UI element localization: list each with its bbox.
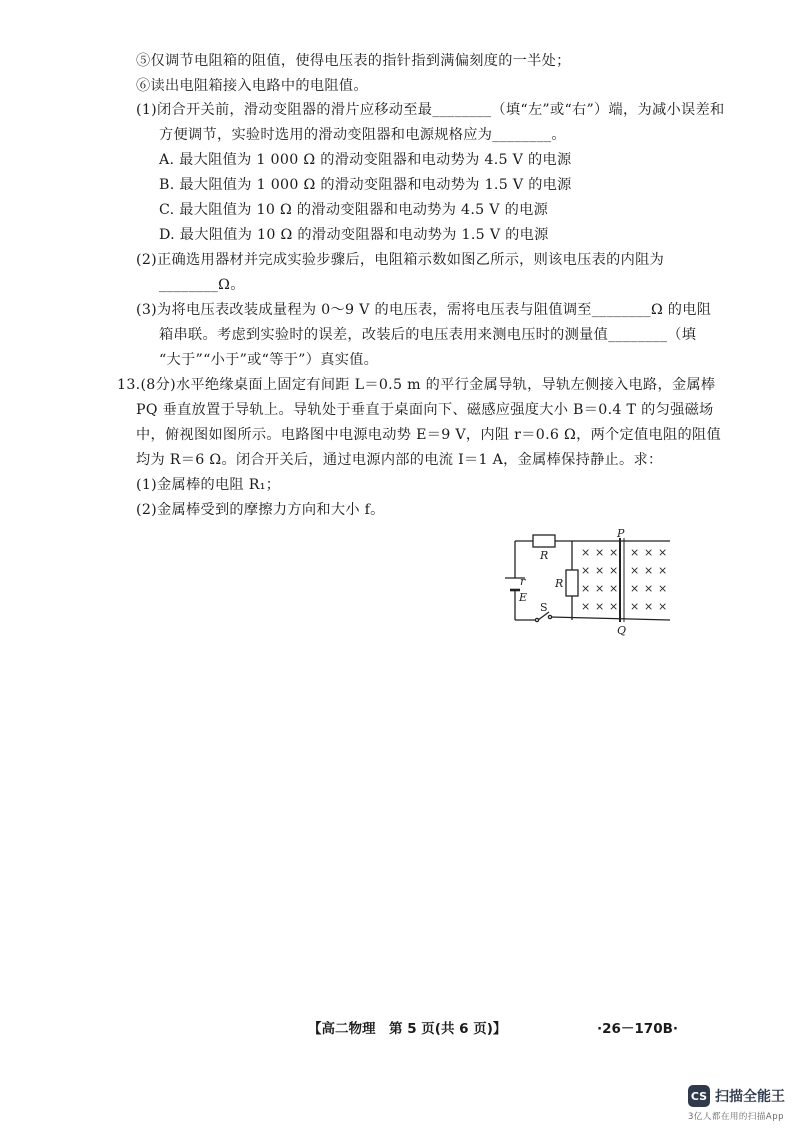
- circuit-diagram: [500, 525, 680, 640]
- field-mark: ×: [581, 600, 591, 613]
- q13-stem-line3: 中，俯视图如图所示。电路图中电源电动势 E＝9 V，内阻 r＝0.6 Ω，两个定值电阻的阻值: [136, 427, 721, 443]
- field-mark: ×: [609, 582, 619, 595]
- scanner-watermark: [688, 1085, 785, 1107]
- field-mark: ×: [630, 546, 640, 559]
- resistor-middle: [566, 570, 578, 596]
- field-mark: ×: [644, 546, 654, 559]
- field-mark: ×: [658, 582, 668, 595]
- field-mark: ×: [630, 582, 640, 595]
- field-mark: ×: [581, 564, 591, 577]
- step-5-text: ⑤仅调节电阻箱的阻值，使得电压表的指针指到满偏刻度的一半处；: [136, 53, 571, 69]
- label-p: P: [617, 527, 625, 540]
- q13-stem-line2: PQ 垂直放置于导轨上。导轨处于垂直于桌面向下、磁感应强度大小 B＝0.4 T 的匀强磁场: [136, 402, 714, 418]
- option-b: B. 最大阻值为 1 000 Ω 的滑动变阻器和电动势为 1.5 V 的电源: [159, 177, 572, 193]
- field-mark: ×: [658, 564, 668, 577]
- scanner-logo-icon: CS: [688, 1085, 710, 1107]
- q12-part1-line2: 方便调节，实验时选用的滑动变阻器和电源规格应为________。: [159, 127, 566, 143]
- label-r-top: R: [540, 549, 549, 562]
- field-mark: ×: [644, 564, 654, 577]
- field-mark: ×: [644, 600, 654, 613]
- scanner-tagline: 3亿人都在用的扫描App: [688, 1112, 785, 1122]
- field-mark: ×: [658, 600, 668, 613]
- field-mark: ×: [658, 546, 668, 559]
- field-mark: ×: [609, 600, 619, 613]
- field-mark: ×: [595, 546, 605, 559]
- label-q: Q: [617, 624, 627, 637]
- label-emf-e: E: [519, 591, 528, 604]
- option-c: C. 最大阻值为 10 Ω 的滑动变阻器和电动势为 4.5 V 的电源: [159, 202, 549, 218]
- page-footer-code: ·26－170B·: [597, 1021, 679, 1037]
- q13-stem-line1: 13.(8分)水平绝缘桌面上固定有间距 L＝0.5 m 的平行金属导轨，导轨左侧接入电路，金属棒: [117, 377, 716, 393]
- label-internal-r: r: [520, 575, 526, 588]
- field-mark: ×: [630, 564, 640, 577]
- page-footer-title: 【高二物理 第 5 页(共 6 页)】: [308, 1021, 507, 1037]
- option-a: A. 最大阻值为 1 000 Ω 的滑动变阻器和电动势为 4.5 V 的电源: [159, 152, 572, 168]
- scanner-name: 扫描全能王: [715, 1089, 785, 1105]
- step-6-text: ⑥读出电阻箱接入电路中的电阻值。: [136, 78, 368, 94]
- resistor-top: [533, 535, 555, 547]
- field-mark: ×: [581, 582, 591, 595]
- q13-stem-line4: 均为 R＝6 Ω。闭合开关后，通过电源内部的电流 I＝1 A，金属棒保持静止。求：: [136, 452, 663, 468]
- field-mark: ×: [644, 582, 654, 595]
- q13-part2: (2)金属棒受到的摩擦力方向和大小 f。: [136, 502, 385, 518]
- q12-part3-line2: 箱串联。考虑到实验时的误差，改装后的电压表用来测电压时的测量值________（填: [159, 327, 697, 343]
- field-mark: ×: [595, 600, 605, 613]
- q12-part3-line3: “大于”“小于”或“等于”）真实值。: [159, 352, 379, 368]
- label-r-middle: R: [555, 577, 564, 590]
- q12-part3-line1: (3)为将电压表改装成量程为 0～9 V 的电压表，需将电压表与阻值调至________Ω 的电阻: [136, 302, 712, 318]
- field-mark: ×: [609, 546, 619, 559]
- label-switch-s: S: [540, 601, 548, 614]
- q12-part2-line2: ________Ω。: [159, 277, 245, 293]
- field-mark: ×: [609, 564, 619, 577]
- q12-part1-line1: (1)闭合开关前，滑动变阻器的滑片应移动至最________（填“左”或“右”）端，为减小误差和: [136, 102, 725, 118]
- q13-part1: (1)金属棒的电阻 R₁；: [136, 477, 281, 493]
- field-mark: ×: [595, 582, 605, 595]
- field-mark: ×: [595, 564, 605, 577]
- field-mark: ×: [581, 546, 591, 559]
- q12-part2-line1: (2)正确选用器材并完成实验步骤后，电阻箱示数如图乙所示，则该电压表的内阻为: [136, 252, 665, 268]
- field-mark: ×: [630, 600, 640, 613]
- option-d: D. 最大阻值为 10 Ω 的滑动变阻器和电动势为 1.5 V 的电源: [159, 227, 549, 243]
